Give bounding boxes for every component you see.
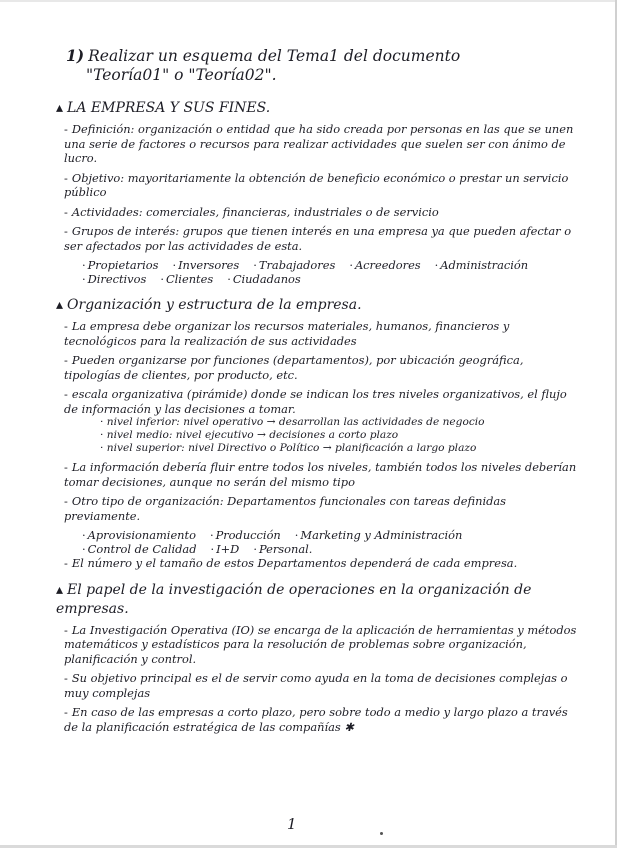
sub-item: · Marketing y Administración — [295, 528, 463, 542]
section-empresa-fines — [56, 99, 577, 286]
list-item: - En caso de las empresas a corto plazo, pero sobre todo a medio y largo plazo a través de la planificación estratégica de las compañías ✱ — [64, 705, 568, 734]
dash-bullet-icon: - — [64, 122, 68, 136]
triangle-bullet-icon: ▴ — [56, 100, 64, 116]
section-organizacion — [56, 296, 577, 571]
list-item: - Definición: organización o entidad que ha sido creada por personas en las que se unen una serie de factores o recursos para realizar actividades que suelen ser con ánimo de lucro. — [64, 122, 574, 165]
exercise-heading-line-2: "Teoría01" o "Teoría02". — [86, 66, 277, 84]
department-list — [82, 528, 577, 556]
asterisk-mark-icon: ✱ — [344, 719, 354, 734]
page-top-edge — [0, 0, 617, 2]
sub-item: · Acreedores — [349, 258, 420, 272]
dash-bullet-icon: - — [64, 170, 68, 185]
exercise-heading — [66, 46, 577, 85]
dash-bullet-icon: - — [64, 494, 68, 508]
ink-dot — [380, 832, 383, 835]
sub-item: · I+D — [211, 542, 240, 556]
dash-bullet-icon: - — [64, 319, 68, 333]
sub-item: · Inversores — [172, 258, 239, 272]
section-title: ▴ Organización y estructura de la empresa. — [56, 297, 362, 313]
list-item: - La información debería fluir entre todos los niveles, también todos los niveles deberían tomar decisiones, aunque no serán del mismo tipo — [64, 460, 577, 489]
list-item: - escala organizativa (pirámide) donde se indican los tres niveles organizativos, el flujo de información y las decisiones a tomar. · nivel inferior: nivel operativo → desarrollan las actividades de negocio · nivel medio: nivel ejecutivo → decisiones a corto plazo · nivel superior: nivel Directivo o Político → planificación a largo plazo — [64, 387, 577, 455]
dash-bullet-icon: - — [64, 622, 68, 637]
section-title: ▴ LA EMPRESA Y SUS FINES. — [56, 100, 271, 116]
sub-item: · Clientes — [160, 272, 213, 286]
stakeholder-list — [82, 258, 577, 286]
sub-item: · Aprovisionamiento — [82, 528, 196, 542]
exercise-number: 1) — [66, 46, 85, 65]
level-item: · nivel superior: nivel Directivo o Político → planificación a largo plazo — [100, 442, 477, 454]
level-item: · nivel inferior: nivel operativo → desarrollan las actividades de negocio — [100, 416, 485, 428]
page-number: 1 — [287, 815, 297, 833]
list-item: - Grupos de interés: grupos que tienen interés en una empresa ya que pueden afectar o ser afectados por las actividades de esta. — [64, 224, 572, 253]
section-title: ▴ El papel de la investigación de operaciones en la organización de empresas. — [56, 581, 532, 617]
section-investigacion-operaciones — [56, 581, 577, 735]
dash-bullet-icon: - — [64, 353, 68, 367]
list-item: - La empresa debe organizar los recursos materiales, humanos, financieros y tecnológicos para la realización de sus actividades — [64, 319, 510, 348]
list-item: - Pueden organizarse por funciones (departamentos), por ubicación geográfica, tipologías de clientes, por producto, etc. — [64, 353, 524, 382]
sub-item: · Directivos — [82, 272, 146, 286]
sub-item: · Producción — [210, 528, 281, 542]
list-item: - Objetivo: mayoritariamente la obtención de beneficio económico o prestar un servicio público — [64, 170, 569, 199]
dash-bullet-icon: - — [64, 204, 68, 219]
dash-bullet-icon: - — [64, 556, 68, 570]
dash-bullet-icon: - — [64, 460, 68, 474]
sub-item: · Propietarios — [82, 258, 158, 272]
list-item: - Su objetivo principal es el de servir como ayuda en la toma de decisiones complejas o muy complejas — [64, 671, 568, 700]
dash-bullet-icon: - — [64, 387, 68, 401]
list-item: - La Investigación Operativa (IO) se encarga de la aplicación de herramientas y métodos matemáticos y estadísticos para la resolución de problemas sobre organización, planificación y control. — [64, 622, 577, 666]
sub-item: · Personal. — [253, 542, 312, 556]
list-item: - El número y el tamaño de estos Departamentos dependerá de cada empresa. — [64, 556, 518, 570]
level-list — [100, 416, 577, 455]
list-item: - Actividades: comerciales, financieras, industriales o de servicio — [64, 204, 439, 219]
level-item: · nivel medio: nivel ejecutivo → decisiones a corto plazo — [100, 429, 399, 441]
dash-bullet-icon: - — [64, 671, 68, 685]
dash-bullet-icon: - — [64, 224, 68, 238]
sub-item: · Ciudadanos — [227, 272, 301, 286]
triangle-bullet-icon: ▴ — [56, 297, 64, 313]
sub-item: · Trabajadores — [253, 258, 335, 272]
dash-bullet-icon: - — [64, 705, 68, 719]
sub-item: · Control de Calidad — [82, 542, 197, 556]
exercise-heading-line-1: Realizar un esquema del Tema1 del documento — [88, 47, 461, 65]
triangle-bullet-icon: ▴ — [56, 581, 64, 598]
list-item: - Otro tipo de organización: Departamentos funcionales con tareas definidas previamente. — [64, 494, 507, 523]
sub-item: · Administración — [435, 258, 528, 272]
